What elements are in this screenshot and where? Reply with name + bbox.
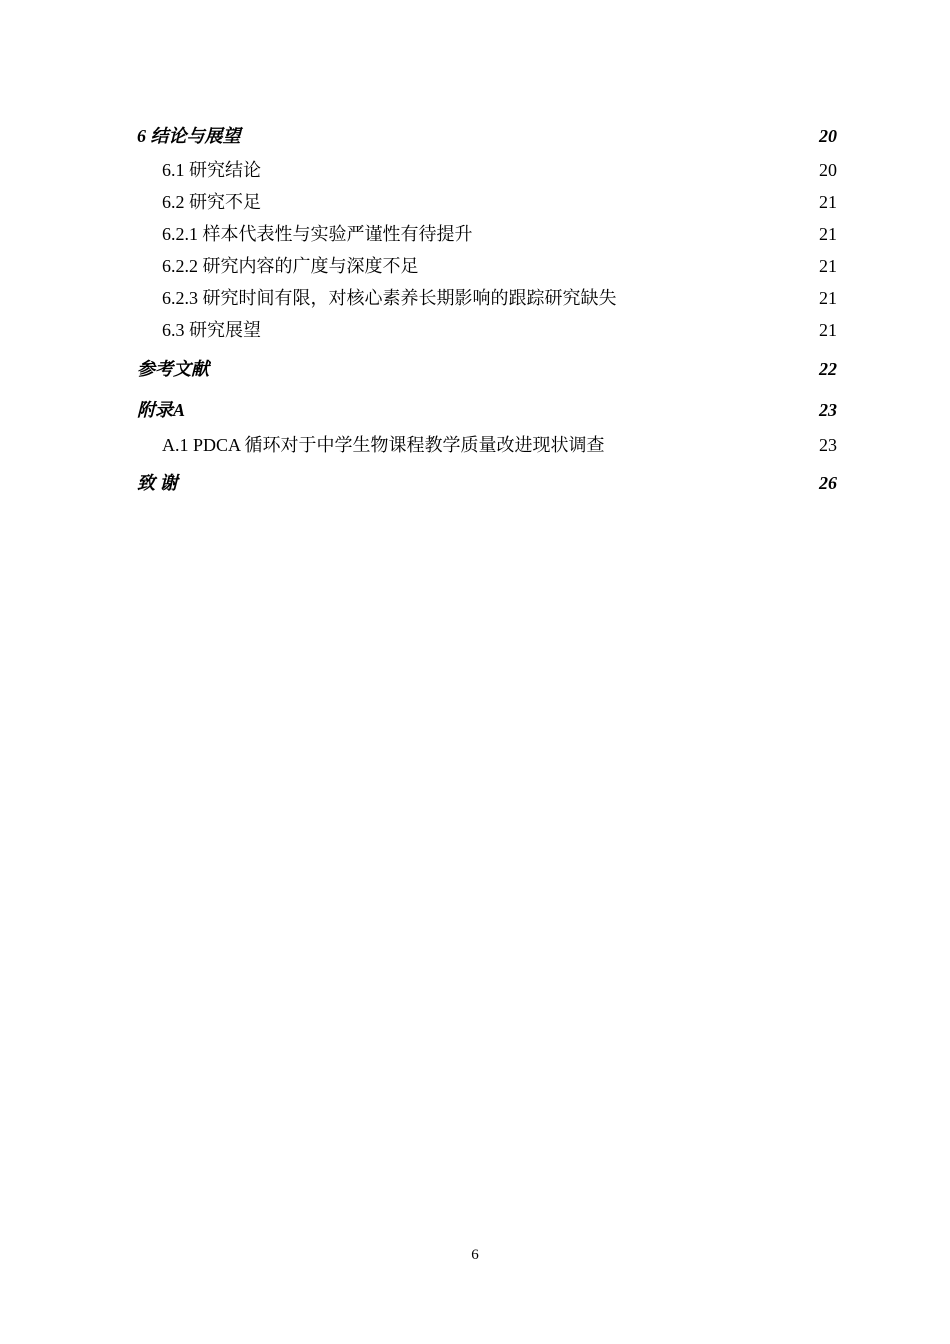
toc-entry-page: 20	[819, 126, 837, 146]
toc-entry-page: 21	[819, 288, 837, 308]
toc-entry-title: 6 结论与展望	[137, 126, 241, 146]
toc-entry-6-2[interactable]	[137, 190, 837, 214]
toc-entry-6-3[interactable]	[137, 318, 837, 342]
toc-entry-chapter-6[interactable]	[137, 124, 837, 148]
toc-entry-6-2-2[interactable]	[137, 254, 837, 278]
toc-entry-page: 23	[819, 400, 837, 420]
toc-entry-page: 21	[819, 224, 837, 244]
toc-entry-6-2-3[interactable]	[137, 286, 837, 310]
toc-entry-page: 20	[819, 160, 837, 180]
toc-entry-title: 6.2 研究不足	[162, 192, 261, 212]
table-of-contents	[137, 124, 837, 495]
toc-entry-title: 6.3 研究展望	[162, 320, 261, 340]
toc-entry-page: 21	[819, 192, 837, 212]
toc-entry-title: 6.2.3 研究时间有限，对核心素养长期影响的跟踪研究缺失	[162, 288, 617, 308]
toc-entry-acknowledgements[interactable]	[137, 471, 837, 495]
toc-entry-a-1[interactable]	[137, 433, 837, 457]
toc-entry-page: 22	[819, 359, 837, 379]
toc-entry-title: 6.2.1 样本代表性与实验严谨性有待提升	[162, 224, 473, 244]
toc-entry-page: 26	[819, 473, 837, 493]
toc-entry-appendix-a[interactable]	[137, 398, 837, 422]
toc-entry-title: A.1 PDCA 循环对于中学生物课程教学质量改进现状调查	[162, 435, 605, 455]
page-number: 6	[471, 1247, 479, 1263]
toc-entry-title: 附录A	[137, 400, 186, 420]
toc-entry-references[interactable]	[137, 357, 837, 381]
toc-entry-page: 23	[819, 435, 837, 455]
toc-entry-page: 21	[819, 320, 837, 340]
toc-entry-title: 参考文献	[137, 359, 209, 379]
toc-entry-title: 致 谢	[137, 473, 178, 493]
toc-entry-6-2-1[interactable]	[137, 222, 837, 246]
toc-entry-title: 6.2.2 研究内容的广度与深度不足	[162, 256, 419, 276]
toc-entry-title: 6.1 研究结论	[162, 160, 261, 180]
toc-entry-6-1[interactable]	[137, 158, 837, 182]
toc-entry-page: 21	[819, 256, 837, 276]
